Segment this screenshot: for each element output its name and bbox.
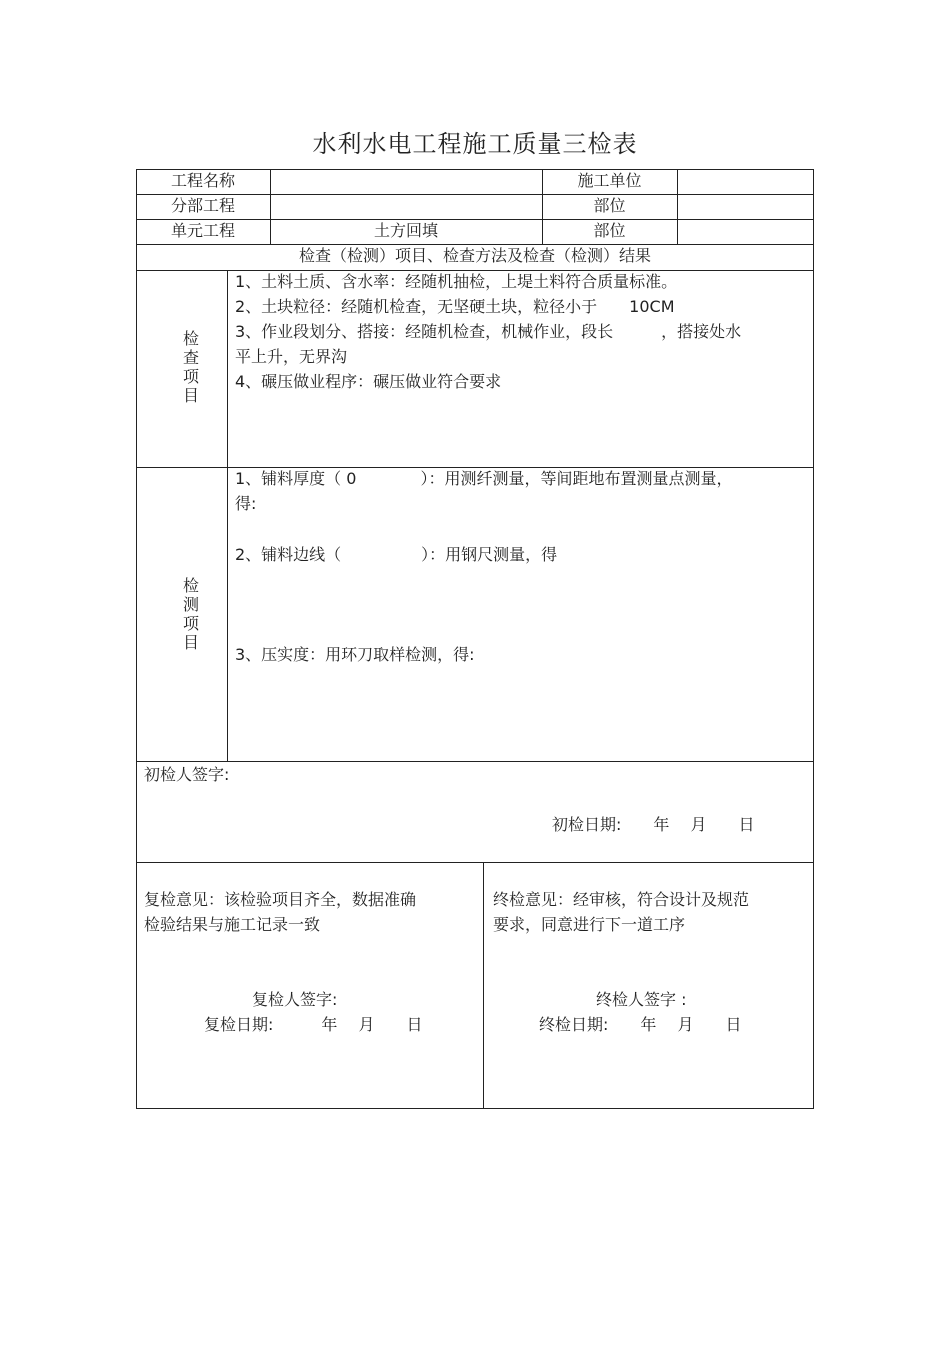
initial-signature-label: 初检人签字:: [144, 765, 230, 784]
contractor-label: 施工单位: [577, 171, 642, 190]
final-opinion: 要求，同意进行下一道工序: [493, 915, 686, 934]
section-heading: 检查（检测）项目、检查方法及检查（检测）结果: [298, 246, 651, 265]
recheck-opinion: 复检意见：该检验项目齐全，数据准确: [144, 890, 417, 909]
testing-item-1: 1、铺料厚度（ 0 ）：用测纤测量，等间距地布置测量点测量，: [235, 469, 733, 488]
recheck-date: 复检日期: 年 月 日: [204, 1015, 423, 1034]
col-divider: [227, 270, 228, 761]
testing-item-3: 3、压实度：用环刀取样检测，得:: [235, 645, 475, 664]
inspection-line: 4、碾压做业程序：碾压做业符合要求: [235, 372, 502, 391]
testing-label: 检测项目: [182, 576, 199, 652]
division-label: 分部工程: [170, 196, 235, 215]
inspection-line: 平上升，无界沟: [235, 347, 348, 366]
inspection-line: 3、作业段划分、搭接：经随机检查，机械作业，段长 ，搭接处水: [235, 322, 742, 341]
recheck-signature-label: 复检人签字:: [252, 990, 338, 1009]
testing-item-1-result: 得:: [235, 494, 257, 513]
final-date: 终检日期: 年 月 日: [539, 1015, 742, 1034]
location-label: 部位: [593, 196, 626, 215]
unit-field[interactable]: 土方回填: [373, 221, 438, 240]
inspection-form: [136, 169, 814, 1109]
row-divider: [136, 761, 814, 762]
row-divider: [136, 862, 814, 863]
initial-date: 初检日期: 年 月 日: [552, 815, 755, 834]
page-title: 水利水电工程施工质量三检表: [312, 130, 638, 158]
unit-label: 单元工程: [170, 221, 235, 240]
inspection-line: 2、土块粒径：经随机检查，无坚硬土块，粒径小于 10CM: [235, 297, 675, 316]
final-signature-label: 终检人签字 :: [596, 990, 687, 1009]
inspection-label: 检查项目: [182, 329, 199, 405]
project-name-label: 工程名称: [170, 171, 235, 190]
testing-item-2: 2、铺料边线（ ）：用钢尺测量，得: [235, 545, 558, 564]
recheck-opinion: 检验结果与施工记录一致: [144, 915, 321, 934]
final-opinion: 终检意见：经审核，符合设计及规范: [493, 890, 750, 909]
location-label: 部位: [593, 221, 626, 240]
col-divider: [483, 862, 484, 1109]
col-divider: [677, 169, 678, 244]
inspection-line: 1、土料土质、含水率：经随机抽检，上堤土料符合质量标准。: [235, 272, 678, 291]
